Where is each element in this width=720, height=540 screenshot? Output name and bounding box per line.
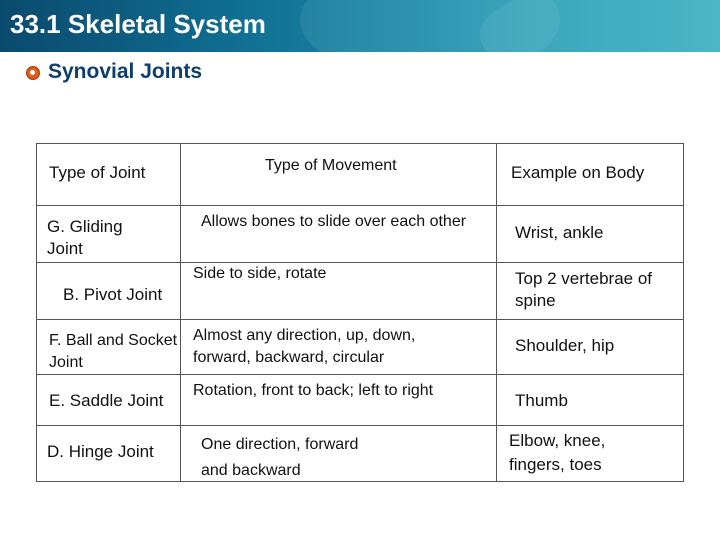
- joint-name: E. Saddle Joint: [49, 391, 164, 410]
- table-row: [37, 320, 684, 375]
- table-header-row: [37, 144, 684, 206]
- example-cell: [497, 206, 684, 263]
- example-cell: [497, 263, 684, 320]
- joint-cell: [37, 263, 181, 320]
- table-row: [37, 375, 684, 426]
- example-cell: [497, 375, 684, 426]
- bullet-icon: [26, 66, 40, 80]
- page-title: 33.1 Skeletal System: [10, 9, 266, 39]
- joint-name: B. Pivot Joint: [63, 285, 163, 304]
- joint-name: F. Ball and Socket Joint: [49, 332, 178, 371]
- movement-cell: [181, 320, 497, 375]
- joint-example: Shoulder, hip: [515, 336, 615, 355]
- movement-cell: [181, 263, 497, 320]
- header-cell: [497, 144, 684, 206]
- joint-cell: [37, 320, 181, 375]
- table-row: [37, 206, 684, 263]
- header-cell: [181, 144, 497, 206]
- joint-name: D. Hinge Joint: [47, 442, 154, 461]
- movement-cell: [181, 426, 497, 482]
- joint-example: Top 2 vertebrae of spine: [515, 269, 653, 310]
- header-cell: [37, 144, 181, 206]
- joints-table: [36, 143, 684, 482]
- header-banner: [0, 0, 720, 52]
- section-subtitle: Synovial Joints: [48, 60, 203, 83]
- joint-cell: [37, 426, 181, 482]
- movement-cell: [181, 206, 497, 263]
- header-type-of-joint: Type of Joint: [49, 163, 146, 182]
- movement-cell: [181, 375, 497, 426]
- joint-example: Wrist, ankle: [515, 223, 604, 242]
- table-row: [37, 426, 684, 482]
- joint-movement: One direction, forward and backward: [201, 436, 359, 479]
- banner-decoration: [480, 0, 720, 52]
- joint-movement: Allows bones to slide over each other: [201, 213, 467, 230]
- joint-example: Thumb: [515, 391, 568, 410]
- example-cell: [497, 320, 684, 375]
- header-type-of-movement: Type of Movement: [265, 157, 397, 174]
- joint-name: G. Gliding Joint: [47, 217, 123, 258]
- joint-movement: Side to side, rotate: [193, 265, 327, 282]
- joint-cell: [37, 206, 181, 263]
- header-example-on-body: Example on Body: [511, 163, 645, 182]
- table-row: [37, 263, 684, 320]
- joint-movement: Almost any direction, up, down, forward, backward, circular: [193, 327, 416, 366]
- joint-cell: [37, 375, 181, 426]
- joint-example: Elbow, knee, fingers, toes: [509, 431, 606, 474]
- joint-movement: Rotation, front to back; left to right: [193, 382, 434, 399]
- example-cell: [497, 426, 684, 482]
